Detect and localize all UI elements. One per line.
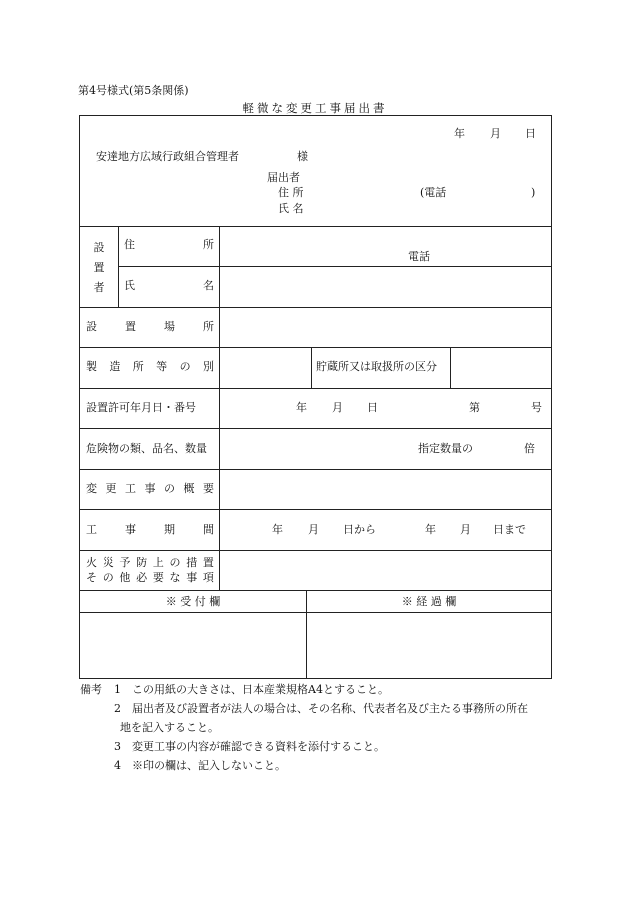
addressee-name: 安達地方広域行政組合管理者: [96, 150, 239, 163]
permit-day: 日: [367, 401, 378, 414]
row-divider: [80, 347, 551, 348]
installer-name-label: [124, 279, 214, 293]
period-from-year: 年: [272, 523, 283, 536]
period-from-month: 月: [308, 523, 319, 536]
date-year-label: 年: [454, 127, 465, 140]
notifier-name-label: 氏 名: [278, 202, 304, 215]
period-to-year: 年: [425, 523, 436, 536]
installer-address-char: 所: [203, 238, 214, 251]
row-divider: [80, 550, 551, 551]
progress-column-label: ※ 経 過 欄: [401, 595, 457, 608]
note-number: 1: [114, 683, 121, 696]
row-divider: [80, 428, 551, 429]
form-title: 軽微な変更工事届出書: [242, 101, 388, 115]
location-label: 設 置 場 所: [86, 320, 214, 333]
row-divider: [80, 509, 551, 510]
installer-group-label: 設置者: [93, 241, 105, 294]
note-text: この用紙の大きさは、日本産業規格A4とすること。: [132, 683, 389, 696]
row-divider: [80, 612, 551, 613]
row-divider: [80, 226, 551, 227]
permit-label: 設置許可年月日・番号: [86, 401, 196, 414]
row-divider: [80, 590, 551, 591]
reception-column-label: ※ 受 付 欄: [165, 595, 221, 608]
work-period-label: 工 事 期 間: [86, 523, 214, 536]
period-to-day: 日まで: [493, 523, 526, 536]
change-summary-label: 変 更 工 事 の 概 要: [86, 482, 214, 495]
column-divider: [219, 226, 220, 590]
note-number: 4: [114, 759, 121, 772]
notifier-phone-open: (電話: [420, 186, 447, 199]
note-text: ※印の欄は、記入しないこと。: [132, 759, 286, 772]
notifier-label: 届出者: [267, 171, 300, 184]
note-number: 2: [114, 702, 121, 715]
addressee-honorific: 様: [297, 150, 308, 163]
notifier-phone-close: ): [531, 186, 536, 199]
row-divider: [118, 266, 551, 267]
form-number: 第4号様式(第5条関係): [78, 84, 189, 97]
date-day-label: 日: [525, 127, 536, 140]
column-divider: [450, 347, 451, 388]
permit-number-suffix: 号: [531, 401, 542, 414]
notes-heading: 備考: [80, 683, 102, 696]
notifier-address-label: 住 所: [278, 186, 304, 199]
row-divider: [80, 469, 551, 470]
installer-phone-label: 電話: [408, 250, 430, 263]
note-text: 届出者及び設置者が法人の場合は、その名称、代表者名及び主たる事務所の所在: [132, 702, 528, 715]
column-divider: [118, 226, 119, 307]
period-from-day: 日から: [343, 523, 376, 536]
notification-form-table: [79, 115, 552, 679]
installer-address-label: [124, 238, 214, 252]
column-divider: [311, 347, 312, 388]
row-divider: [80, 388, 551, 389]
hazmat-multiple-label: 指定数量の: [418, 442, 473, 455]
installer-address-char: 住: [124, 238, 135, 251]
note-text-continuation: 地を記入すること。: [120, 721, 219, 734]
fire-prevention-label-line1: 火 災 予 防 上 の 措 置: [86, 556, 214, 569]
storage-type-label: 貯蔵所又は取扱所の区分: [316, 360, 437, 373]
row-divider: [80, 307, 551, 308]
installer-name-char: 名: [203, 279, 214, 292]
hazmat-multiple-unit: 倍: [524, 442, 535, 455]
note-text: 変更工事の内容が確認できる資料を添付すること。: [132, 740, 385, 753]
installer-name-char: 氏: [124, 279, 135, 292]
hazmat-label: 危険物の類、品名、数量: [86, 442, 207, 455]
permit-year: 年: [296, 401, 307, 414]
period-to-month: 月: [460, 523, 471, 536]
fire-prevention-label-line2: そ の 他 必 要 な 事 項: [86, 571, 214, 584]
permit-month: 月: [332, 401, 343, 414]
permit-number-prefix: 第: [469, 401, 480, 414]
facility-type-label: 製 造 所 等 の 別: [86, 360, 214, 373]
date-month-label: 月: [490, 127, 501, 140]
note-number: 3: [114, 740, 121, 753]
